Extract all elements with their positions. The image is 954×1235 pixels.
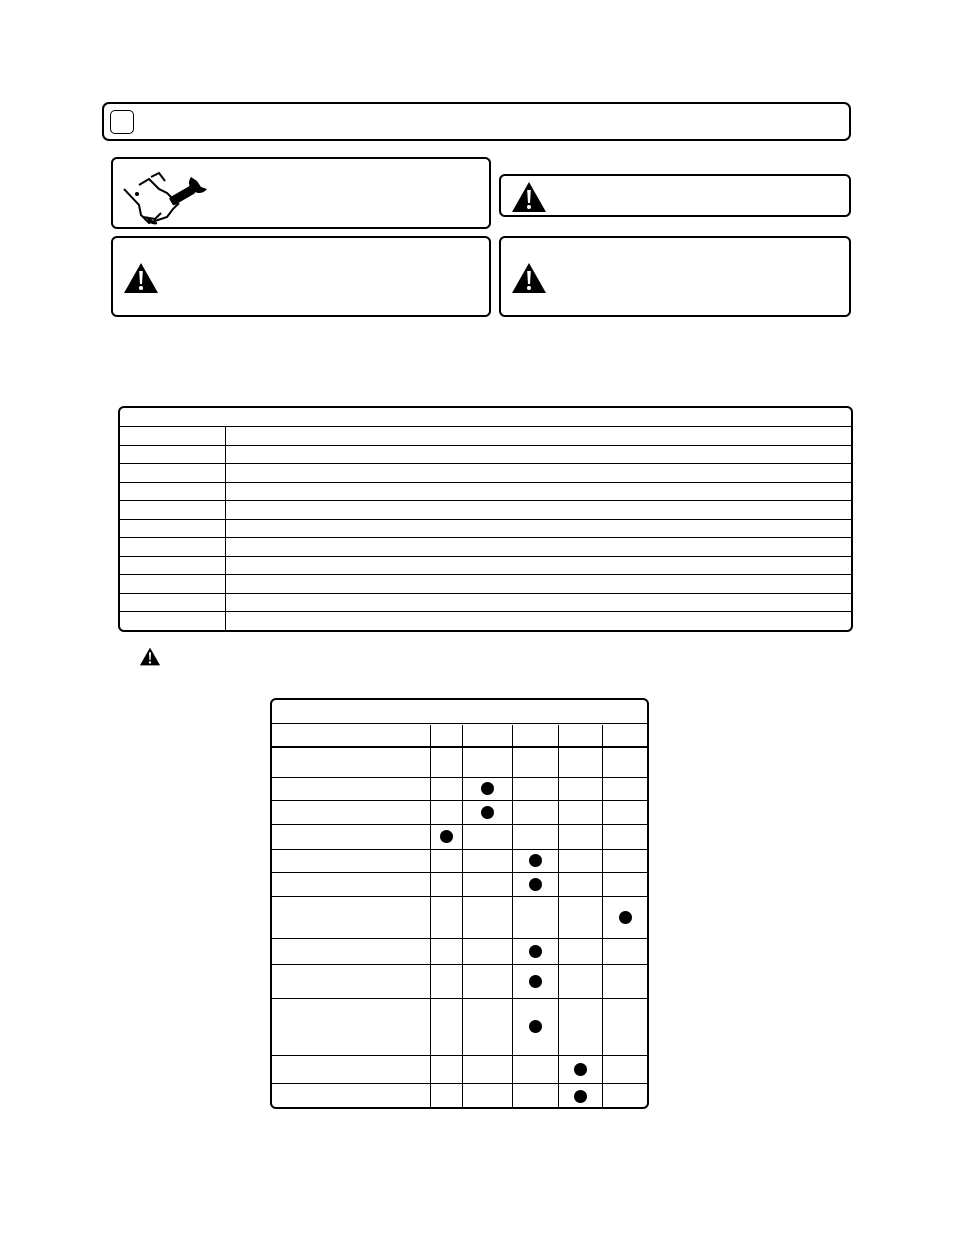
section-header-bar: [102, 102, 851, 141]
service-interval-mark: [529, 945, 542, 958]
matrix-row-divider: [272, 1083, 647, 1084]
warning-notice-left: [111, 236, 491, 317]
schedule-row-divider: [120, 611, 851, 612]
service-interval-mark: [440, 830, 453, 843]
matrix-row-divider: [272, 938, 647, 939]
matrix-column-divider: [602, 725, 603, 1107]
matrix-column-divider: [430, 725, 431, 1107]
service-interval-mark: [481, 782, 494, 795]
section-number-box: [110, 110, 134, 134]
schedule-row-divider: [120, 482, 851, 483]
schedule-row-divider: [120, 463, 851, 464]
matrix-row-divider: [272, 964, 647, 965]
matrix-column-divider: [558, 725, 559, 1107]
schedule-row-divider: [120, 445, 851, 446]
warning-notice-right: [499, 236, 851, 317]
schedule-table: [118, 406, 853, 632]
service-matrix-table: [270, 698, 649, 1109]
matrix-header-divider: [272, 746, 647, 748]
warning-triangle-icon: [123, 262, 159, 294]
warning-triangle-icon: [139, 647, 161, 666]
service-interval-mark: [529, 854, 542, 867]
schedule-row-divider: [120, 593, 851, 594]
service-interval-mark: [619, 911, 632, 924]
warning-notice-top-right: [499, 174, 851, 217]
schedule-row-divider: [120, 537, 851, 538]
matrix-column-divider: [512, 725, 513, 1107]
matrix-row-divider: [272, 998, 647, 999]
service-interval-mark: [529, 1020, 542, 1033]
schedule-row-divider: [120, 574, 851, 575]
schedule-column-divider: [225, 426, 226, 630]
warning-triangle-icon: [511, 181, 547, 213]
maintenance-wrench-icon: [121, 167, 213, 225]
matrix-row-divider: [272, 872, 647, 873]
service-interval-mark: [481, 806, 494, 819]
service-interval-mark: [574, 1090, 587, 1103]
maintenance-notice: [111, 157, 491, 229]
schedule-row-divider: [120, 500, 851, 501]
schedule-row-divider: [120, 519, 851, 520]
matrix-column-divider: [462, 725, 463, 1107]
service-interval-mark: [529, 975, 542, 988]
schedule-row-divider: [120, 426, 851, 427]
warning-triangle-icon: [511, 262, 547, 294]
matrix-row-divider: [272, 1055, 647, 1056]
service-interval-mark: [574, 1063, 587, 1076]
matrix-row-divider: [272, 824, 647, 825]
service-interval-mark: [529, 878, 542, 891]
matrix-row-divider: [272, 777, 647, 778]
matrix-row-divider: [272, 800, 647, 801]
schedule-row-divider: [120, 556, 851, 557]
matrix-row-divider: [272, 896, 647, 897]
matrix-title-divider: [272, 723, 647, 724]
matrix-row-divider: [272, 849, 647, 850]
